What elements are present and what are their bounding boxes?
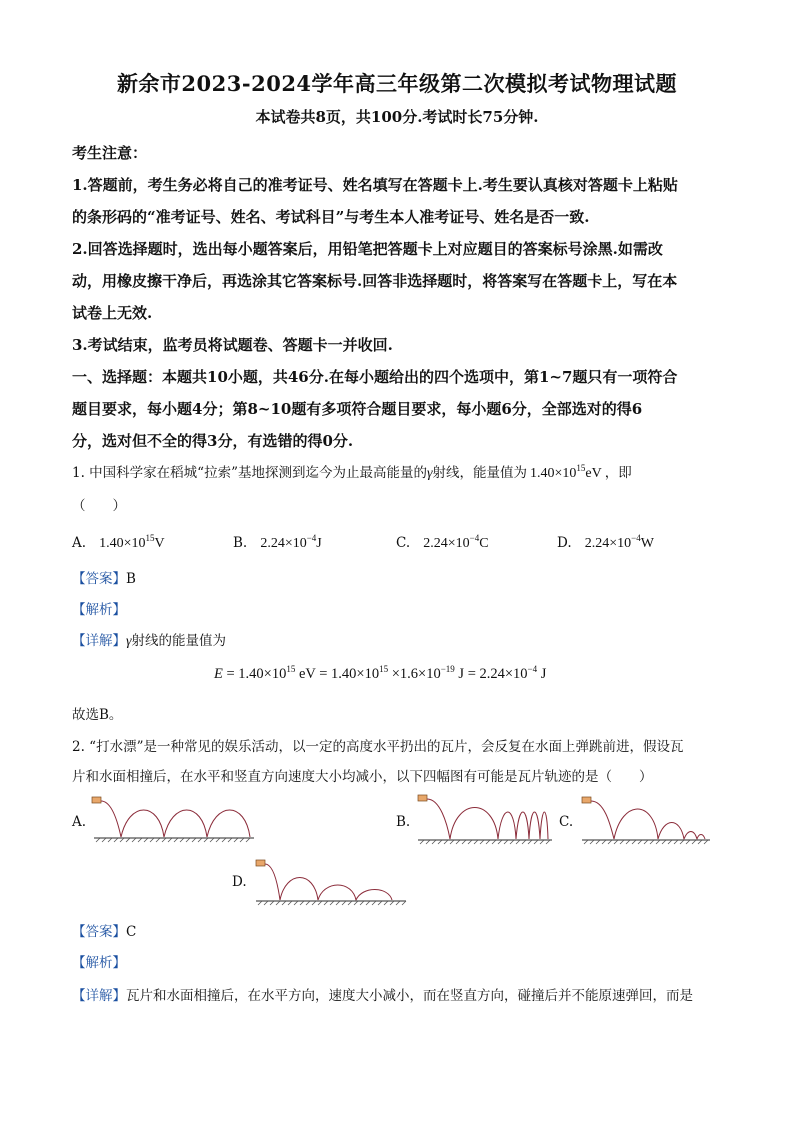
q2-answer (72, 920, 136, 940)
q1-option-a[interactable]: A. $1.40\times 10^{15}V$ (72, 533, 165, 551)
trajectory (591, 801, 705, 839)
stone-icon (256, 860, 265, 866)
page-title: 新余市2023-2024学年高三年级第二次模拟考试物理试题 (116, 71, 678, 96)
q1-conclusion: 故选B。 (72, 707, 123, 723)
notice-heading: 考生注意： (72, 144, 148, 162)
answer-value: B (126, 571, 136, 587)
analysis-tag: 【解析】 (72, 602, 126, 618)
q1-analysis (72, 598, 126, 618)
q2-diagram-c[interactable] (578, 793, 714, 845)
answer-value: C (126, 924, 137, 940)
stone-icon (92, 797, 101, 803)
section-instructions-line-1: 一、选择题：本题共10小题，共46分.在每小题给出的四个选项中，第1~7题只有一项符合 (72, 368, 678, 386)
detail-text: 瓦片和水面相撞后，在水平方向，速度大小减小，而在竖直方向，碰撞后并不能原速弹回，而是 (126, 988, 693, 1004)
q2-option-d-label[interactable]: D. (232, 874, 247, 890)
q1-answer (72, 567, 136, 587)
q2-option-a-label[interactable]: A. (72, 814, 87, 830)
analysis-tag: 【解析】 (72, 955, 126, 971)
gamma-symbol: γ (126, 634, 132, 649)
detail-text: 射线的能量值为 (131, 633, 227, 649)
q1-stem-c: ，即 (604, 465, 632, 481)
notice-line-4: 动，用橡皮擦干净后，再选涂其它答案标号.回答非选择题时，将答案写在答题卡上，写在本 (72, 272, 678, 290)
q2-option-b-label[interactable]: B. (396, 814, 411, 830)
detail-tag: 【详解】 (72, 988, 126, 1004)
notice-line-2: 的条形码的“准考证号、姓名、考试科目”与考生本人准考证号、姓名是否一致. (72, 208, 590, 226)
q1-option-d[interactable]: D. $2.24\times 10^{-4}W$ (557, 533, 654, 551)
notice-line-6: 3.考试结束，监考员将试题卷、答题卡一并收回. (72, 336, 393, 354)
trajectory (427, 799, 548, 839)
q2-diagram-b[interactable] (414, 793, 554, 845)
detail-tag: 【详解】 (72, 633, 126, 649)
q2-option-c-label[interactable]: C. (559, 814, 574, 830)
q1-stem (72, 461, 632, 482)
q1-energy-value: $1.40\times 10^{15}eV$ (530, 463, 602, 481)
notice-line-3: 2.回答选择题时，选出每小题答案后，用铅笔把答题卡上对应题目的答案标号涂黑.如需改 (72, 240, 663, 258)
stone-icon (582, 797, 591, 803)
notice-line-5: 试卷上无效. (72, 304, 153, 322)
answer-tag: 【答案】 (72, 571, 126, 587)
q1-stem-a: 1. 中国科学家在稻城“拉索”基地探测到迄今为止最高能量的 (72, 465, 427, 481)
section-instructions-line-2: 题目要求，每小题4分；第8~10题有多项符合题目要求，每小题6分，全部选对的得6 (72, 400, 643, 418)
q1-paren: （ ） (72, 498, 126, 514)
q2-diagram-a[interactable] (88, 793, 258, 843)
notice-line-1: 1.答题前，考生务必将自己的准考证号、姓名填写在答题卡上.考生要认真核对答题卡上粘贴 (72, 176, 678, 194)
q1-equation: $E = 1.40\times 10^{15}$ eV = $1.40\times 10^{15} \times 1.6\times 10^{-19}$ $J = 2.24\times 10^{-4}$ J (214, 664, 547, 682)
answer-tag: 【答案】 (72, 924, 126, 940)
trajectory (265, 864, 392, 900)
page-subtitle: 本试卷共8页，共100分.考试时长75分钟. (255, 108, 539, 126)
q1-detail (72, 629, 226, 650)
q1-option-b[interactable]: B. $2.24\times 10^{-4}J$ (233, 533, 322, 551)
q2-diagram-d[interactable] (252, 856, 412, 906)
trajectory (101, 801, 250, 837)
q2-stem-line-1: 2. “打水漂”是一种常见的娱乐活动，以一定的高度水平扔出的瓦片，会反复在水面上弹跳前进，假设瓦 (72, 739, 684, 755)
q2-detail (72, 984, 693, 1004)
gamma-symbol: γ (426, 466, 433, 481)
stone-icon (418, 795, 427, 801)
q2-analysis (72, 951, 126, 971)
section-instructions-line-3: 分，选对但不全的得3分，有选错的得0分. (72, 432, 354, 450)
q2-stem-line-2: 片和水面相撞后，在水平和竖直方向速度大小均减小，以下四幅图有可能是瓦片轨迹的是（ ） (72, 769, 653, 785)
q1-stem-b: 射线，能量值为 (432, 465, 528, 481)
q1-option-c[interactable]: C. $2.24\times 10^{-4}C$ (396, 533, 489, 551)
